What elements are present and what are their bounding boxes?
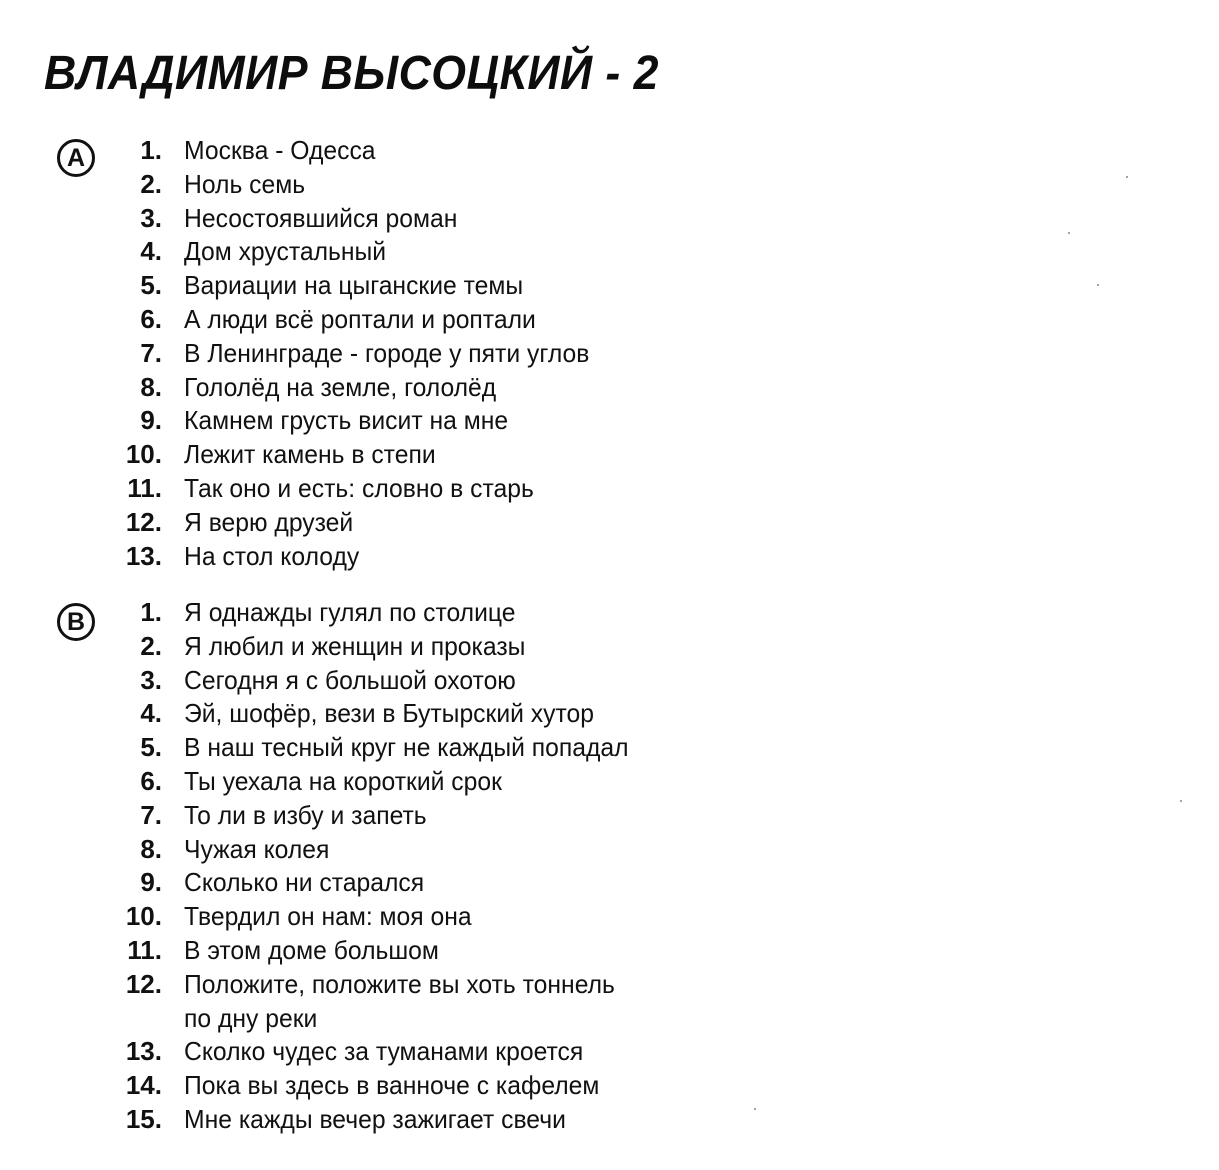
track-number: 4. [140, 698, 162, 729]
track-row [112, 934, 652, 968]
scan-speck [1126, 176, 1128, 178]
track-title: Лежит камень в степи [184, 439, 436, 470]
track-title: В Ленинграде - городе у пяти углов [184, 337, 590, 368]
track-row [112, 596, 652, 630]
track-title: Камнем грусть висит на мне [184, 405, 509, 436]
track-number: 14. [125, 1070, 162, 1101]
track-title: Несостоявшийся роман [184, 202, 458, 233]
track-number: 2. [140, 630, 162, 661]
track-row [112, 371, 611, 405]
track-row [112, 134, 611, 168]
track-row [112, 697, 652, 731]
track-row [112, 833, 652, 867]
track-title: Гололёд на земле, гололёд [184, 371, 497, 402]
track-number: 12. [125, 968, 162, 999]
track-number: 1. [140, 135, 162, 165]
side-a-tracklist [112, 134, 611, 573]
track-title: А люди всё роптали и роптали [184, 303, 536, 334]
track-number: 9. [140, 405, 162, 436]
track-title: Я любил и женщин и проказы [184, 630, 526, 661]
track-number: 9. [140, 867, 162, 898]
track-number: 6. [140, 765, 162, 796]
track-row [112, 1035, 652, 1069]
track-number: 12. [125, 506, 162, 537]
track-row [112, 630, 652, 664]
track-title: Ноль семь [184, 168, 306, 199]
track-row [112, 1103, 652, 1137]
track-title: Сколко чудес за туманами кроется [184, 1036, 584, 1067]
track-row [112, 168, 611, 202]
track-title: Так оно и есть: словно в старь [184, 472, 534, 503]
track-row [112, 900, 652, 934]
track-row [112, 337, 611, 371]
side-b-tracklist [112, 596, 652, 1137]
track-number: 11. [127, 472, 162, 503]
track-row [112, 664, 652, 698]
scan-speck [1068, 232, 1070, 234]
track-title: Я однажды гулял по столице [184, 597, 516, 627]
track-title: Ты уехала на короткий срок [184, 765, 502, 796]
scan-speck [1180, 800, 1182, 802]
track-row [112, 269, 611, 303]
track-row [112, 202, 611, 236]
track-number: 2. [140, 168, 162, 199]
track-row [112, 1069, 652, 1103]
track-title: Москва - Одесса [184, 135, 376, 165]
album-title: ВЛАДИМИР ВЫСОЦКИЙ - 2 [44, 47, 659, 100]
track-row [112, 472, 611, 506]
track-number: 8. [140, 371, 162, 402]
track-row [112, 404, 611, 438]
track-title [184, 968, 615, 1036]
track-title: На стол колоду [184, 540, 360, 571]
track-number: 10. [125, 901, 162, 932]
track-title: Эй, шофёр, вези в Бутырский хутор [184, 698, 594, 729]
track-title: Мне кажды вечер зажигает свечи [184, 1103, 566, 1134]
track-number: 3. [140, 202, 162, 233]
track-title: Сколько ни старался [184, 867, 425, 898]
scan-speck [754, 1108, 756, 1110]
track-title: Вариации на цыганские темы [184, 270, 524, 301]
track-number: 15. [125, 1103, 162, 1134]
track-number: 4. [140, 236, 162, 267]
track-title: Дом хрустальный [184, 236, 387, 267]
track-number: 7. [140, 337, 162, 368]
track-row [112, 765, 652, 799]
track-title: Твердил он нам: моя она [184, 901, 472, 932]
track-number: 5. [140, 270, 162, 301]
track-number: 5. [140, 732, 162, 763]
side-a-marker [57, 139, 95, 177]
side-b-marker [57, 603, 95, 641]
track-title-line: Положите, положите вы хоть тоннель [184, 968, 615, 999]
track-row [112, 235, 611, 269]
track-row [112, 799, 652, 833]
track-number: 1. [140, 597, 162, 627]
track-title: Пока вы здесь в ванноче с кафелем [184, 1070, 600, 1101]
scan-speck [1097, 284, 1099, 286]
track-title: В наш тесный круг не каждый попадал [184, 732, 629, 763]
track-number: 7. [140, 799, 162, 830]
track-title: Я верю друзей [184, 506, 354, 537]
track-row [112, 968, 652, 1036]
track-row [112, 866, 652, 900]
track-number: 10. [125, 439, 162, 470]
track-row [112, 438, 611, 472]
track-title-continuation: по дну реки [184, 1002, 318, 1033]
track-number: 8. [140, 833, 162, 864]
track-title: То ли в избу и запеть [184, 799, 427, 830]
track-title: Сегодня я с большой охотою [184, 664, 516, 695]
track-number: 11. [127, 934, 162, 965]
track-title: В этом доме большом [184, 934, 439, 965]
track-number: 13. [125, 1036, 162, 1067]
track-row [112, 303, 611, 337]
track-title: Чужая колея [184, 833, 330, 864]
track-row [112, 731, 652, 765]
side-b-label: B [66, 607, 86, 636]
side-a-label: A [66, 143, 86, 172]
track-number: 3. [140, 664, 162, 695]
track-row [112, 506, 611, 540]
track-number: 6. [140, 303, 162, 334]
track-row [112, 540, 611, 574]
track-number: 13. [125, 540, 162, 571]
